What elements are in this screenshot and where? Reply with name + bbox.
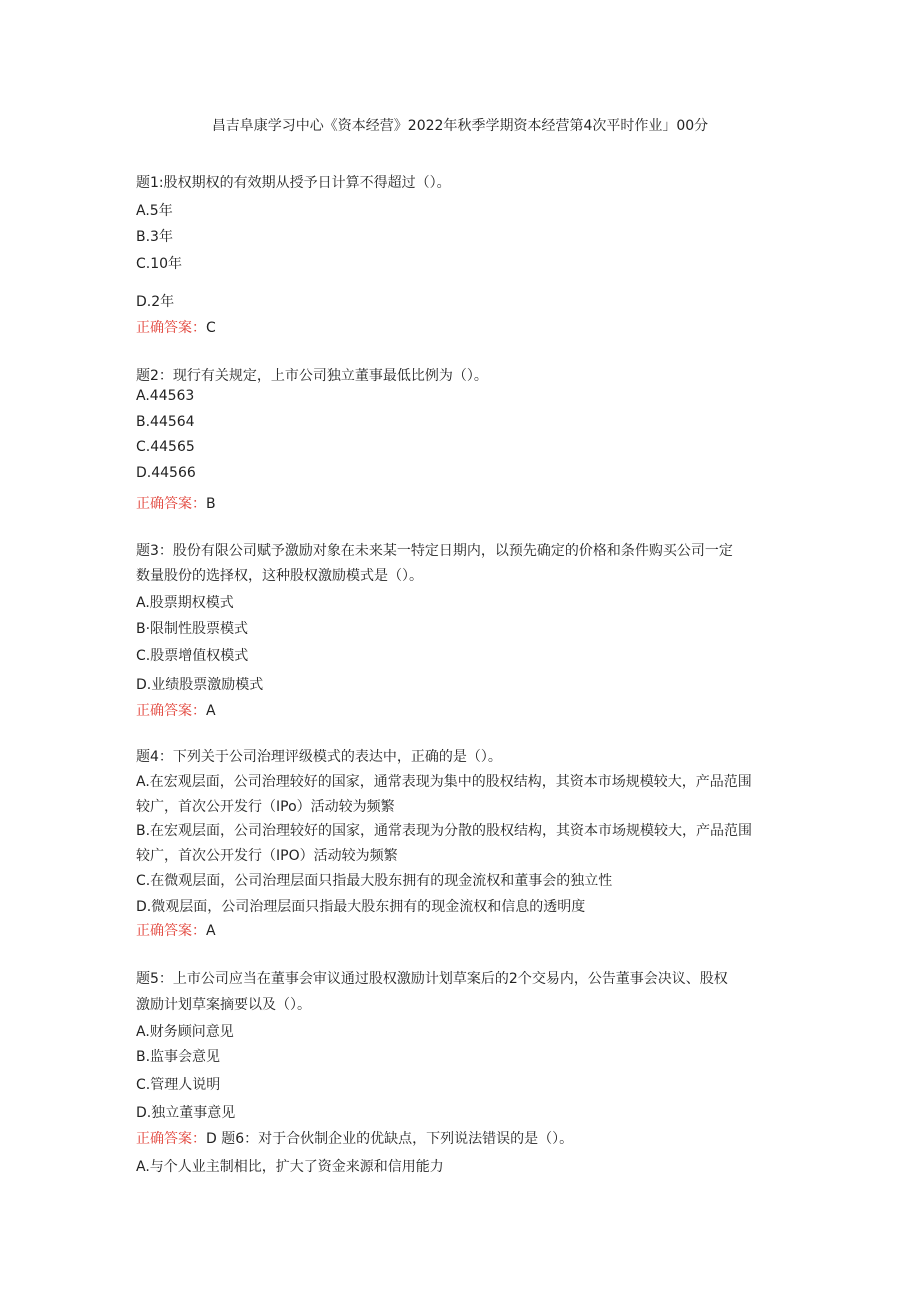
question-3-stem-cont: 数量股份的选择权，这种股权激励模式是（）。: [136, 568, 423, 584]
question-5-answer: [136, 1129, 573, 1149]
question-6-stem: 题6：对于合伙制企业的优缺点，下列说法错误的是（）。: [221, 1131, 574, 1147]
question-4-option-b-cont: 较广，首次公开发行（IPO）活动较为频繁: [136, 848, 398, 864]
question-5-stem: 题5：上市公司应当在董事会审议通过股权激励计划草案后的2个交易内，公告董事会决议、股权: [136, 971, 728, 987]
question-4-option-b: B.在宏观层面，公司治理较好的国家，通常表现为分散的股权结构，其资本市场规模较大，产品范围: [136, 823, 753, 839]
question-3-option-a: A.股票期权模式: [136, 595, 234, 611]
question-4-answer: [136, 921, 216, 941]
question-4-option-a-cont: 较广，首次公开发行（IPo）活动较为频繁: [136, 799, 395, 815]
question-5-option-a: A.财务顾问意见: [136, 1024, 234, 1040]
question-4-option-a: A.在宏观层面，公司治理较好的国家，通常表现为集中的股权结构，其资本市场规模较大，产品范围: [136, 774, 752, 790]
question-4-option-d: D.微观层面，公司治理层面只指最大股东拥有的现金流权和信息的透明度: [136, 899, 586, 915]
question-3-option-d: D.业绩股票激励模式: [136, 677, 264, 693]
question-4-option-c: C.在微观层面，公司治理层面只指最大股东拥有的现金流权和董事会的独立性: [136, 873, 613, 889]
question-1-option-c: C.10年: [136, 256, 183, 272]
answer-label: 正确答案：: [136, 320, 206, 336]
question-2-option-b: B.44564: [136, 414, 195, 430]
answer-label: 正确答案：: [136, 1131, 206, 1147]
answer-value: A: [206, 923, 216, 939]
question-4-stem: 题4：下列关于公司治理评级模式的表达中，正确的是（）。: [136, 749, 502, 765]
question-5-option-d: D.独立董事意见: [136, 1105, 236, 1121]
question-1-option-d: D.2年: [136, 294, 175, 310]
question-1-option-a: A.5年: [136, 203, 173, 219]
question-2-stem: 题2：现行有关规定，上市公司独立董事最低比例为（）。: [136, 368, 488, 384]
question-2-option-c: C.44565: [136, 439, 195, 455]
question-5-option-c: C.管理人说明: [136, 1077, 221, 1093]
question-2-option-d: D.44566: [136, 465, 196, 481]
answer-value: C: [206, 320, 216, 336]
question-1-stem: 题1:股权期权的有效期从授予日计算不得超过（）。: [136, 175, 451, 191]
question-2-answer: [136, 494, 216, 514]
question-5-option-b: B.监事会意见: [136, 1049, 221, 1065]
question-1-option-b: B.3年: [136, 229, 173, 245]
question-3-answer: [136, 701, 216, 721]
question-3-option-b: B·限制性股票模式: [136, 621, 249, 637]
question-1-answer: [136, 318, 216, 338]
answer-label: 正确答案：: [136, 923, 206, 939]
question-3-option-c: C.股票增值权模式: [136, 648, 249, 664]
answer-value: D: [206, 1131, 217, 1147]
answer-value: A: [206, 703, 216, 719]
question-2-option-a: A.44563: [136, 388, 195, 404]
question-3-stem: 题3：股份有限公司赋予激励对象在未来某一特定日期内，以预先确定的价格和条件购买公司一定: [136, 543, 733, 559]
question-6-option-a: A.与个人业主制相比，扩大了资金来源和信用能力: [136, 1159, 444, 1175]
answer-value: B: [206, 496, 216, 512]
question-5-stem-cont: 激励计划草案摘要以及（）。: [136, 997, 311, 1013]
document-title: 昌吉阜康学习中心《资本经营》2022年秋季学期资本经营第4次平时作业」00分: [211, 118, 709, 134]
answer-label: 正确答案：: [136, 703, 206, 719]
answer-label: 正确答案：: [136, 496, 206, 512]
